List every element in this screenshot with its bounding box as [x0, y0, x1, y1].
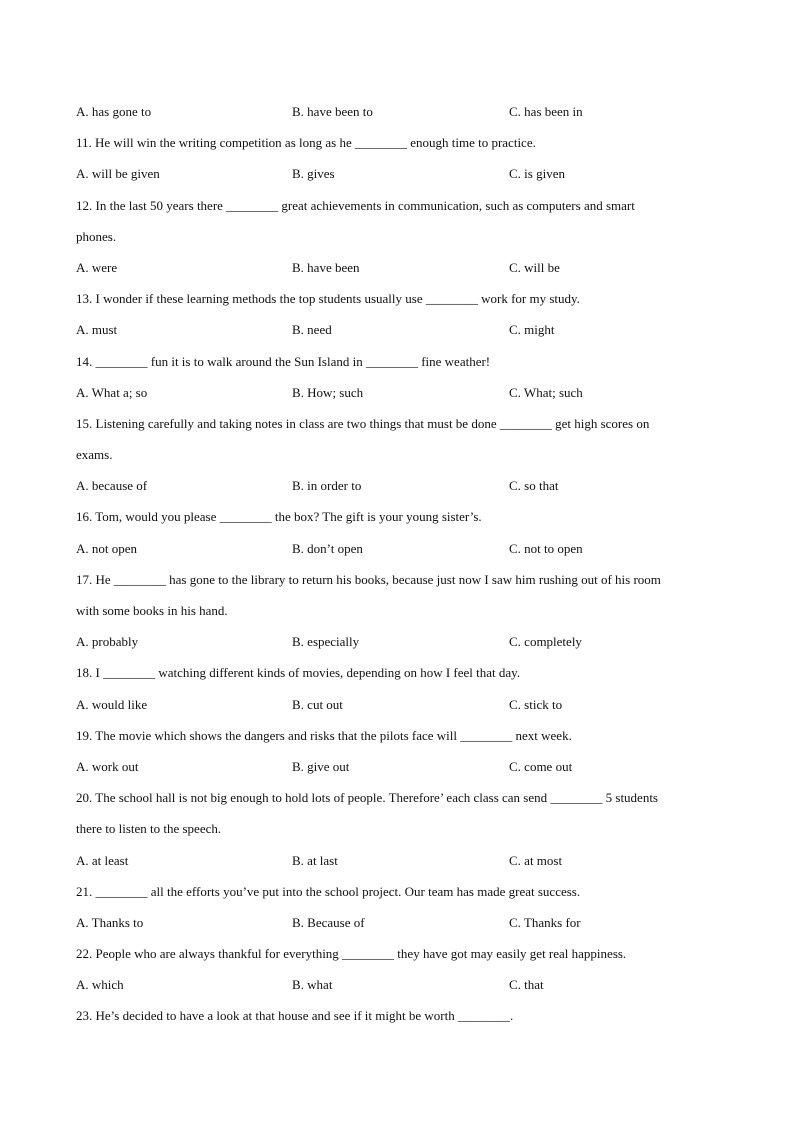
question-text-line: 21. ________ all the efforts you’ve put into the school project. Our team has made great success.: [76, 883, 581, 899]
option-a: A. What a; so: [76, 384, 148, 400]
option-a: A. Thanks to: [76, 914, 144, 930]
option-a: A. were: [76, 259, 118, 275]
answer-options-row: [76, 626, 726, 657]
question-text-line: 13. I wonder if these learning methods the top students usually use ________ work for my study.: [76, 291, 580, 307]
question-text-line: 19. The movie which shows the dangers and risks that the pilots face will ________ next week.: [76, 727, 572, 743]
option-c: C. completely: [509, 634, 582, 650]
option-a: A. has gone to: [76, 104, 152, 119]
question-text-line: 16. Tom, would you please ________ the box? The gift is your young sister’s.: [76, 509, 482, 525]
question-text-line: with some books in his hand.: [76, 603, 228, 618]
option-a: A. probably: [76, 634, 139, 650]
option-b: B. in order to: [292, 478, 362, 494]
question-text-line: 18. I ________ watching different kinds of movies, depending on how I feel that day.: [76, 665, 521, 681]
option-a: A. must: [76, 322, 118, 338]
option-b: B. what: [292, 977, 333, 993]
option-a: A. will be given: [76, 166, 160, 182]
option-a: A. which: [76, 977, 124, 993]
question-text-line: 20. The school hall is not big enough to hold lots of people. Therefore’ each class can send ________ 5 students: [76, 790, 658, 806]
option-b: B. cut out: [292, 696, 343, 712]
answer-options-row: [76, 969, 726, 1000]
option-b: B. gives: [292, 166, 335, 182]
option-a: A. work out: [76, 758, 139, 774]
option-c: C. What; such: [509, 384, 583, 400]
answer-options-row: [76, 96, 726, 127]
answer-options-row: [76, 751, 726, 782]
question-text-line: 11. He will win the writing competition as long as he ________ enough time to practice.: [76, 135, 536, 151]
option-a: A. at least: [76, 852, 129, 868]
question-text-line: 15. Listening carefully and taking notes in class are two things that must be done ________ get high scores on: [76, 415, 650, 431]
option-c: C. is given: [509, 166, 565, 182]
question-text-line: there to listen to the speech.: [76, 821, 222, 837]
question-text-line: exams.: [76, 447, 113, 463]
option-b: B. at last: [292, 852, 338, 868]
option-c: C. that: [509, 977, 544, 993]
option-c: C. Thanks for: [509, 914, 581, 930]
question-text-line: 22. People who are always thankful for everything ________ they have got may easily get real happiness.: [76, 946, 627, 962]
answer-options-row: [76, 314, 726, 345]
answer-options-row: [76, 158, 726, 189]
answer-options-row: [76, 689, 726, 720]
question-text-line: 14. ________ fun it is to walk around the Sun Island in ________ fine weather!: [76, 353, 491, 369]
answer-options-row: [76, 252, 726, 283]
option-c: C. so that: [509, 478, 559, 494]
option-c: C. will be: [509, 259, 560, 275]
answer-options-row: [76, 533, 726, 564]
option-c: C. might: [509, 322, 555, 338]
option-a: A. would like: [76, 696, 148, 712]
option-c: C. come out: [509, 758, 573, 774]
question-text-line: 17. He ________ has gone to the library to return his books, because just now I saw him rushing out of his room: [76, 571, 661, 587]
option-b: B. need: [292, 322, 332, 338]
question-text-line: 12. In the last 50 years there ________ great achievements in communication, such as computers and smart: [76, 197, 635, 213]
option-b: B. have been to: [292, 104, 373, 119]
option-b: B. How; such: [292, 384, 364, 400]
option-c: C. not to open: [509, 540, 583, 556]
option-b: B. especially: [292, 634, 360, 650]
option-a: A. not open: [76, 540, 138, 556]
option-c: C. at most: [509, 852, 563, 868]
answer-options-row: [76, 907, 726, 938]
option-c: C. stick to: [509, 696, 563, 712]
option-b: B. have been: [292, 259, 360, 275]
option-b: B. don’t open: [292, 540, 363, 556]
answer-options-row: [76, 470, 726, 501]
option-b: B. Because of: [292, 914, 365, 930]
option-b: B. give out: [292, 758, 350, 774]
answer-options-row: [76, 377, 726, 408]
option-c: C. has been in: [509, 104, 583, 119]
answer-options-row: [76, 845, 726, 876]
option-a: A. because of: [76, 478, 148, 494]
question-text-line: phones.: [76, 228, 117, 244]
question-text-line: 23. He’s decided to have a look at that house and see if it might be worth ________.: [76, 1008, 514, 1024]
document-page: [76, 96, 726, 1032]
